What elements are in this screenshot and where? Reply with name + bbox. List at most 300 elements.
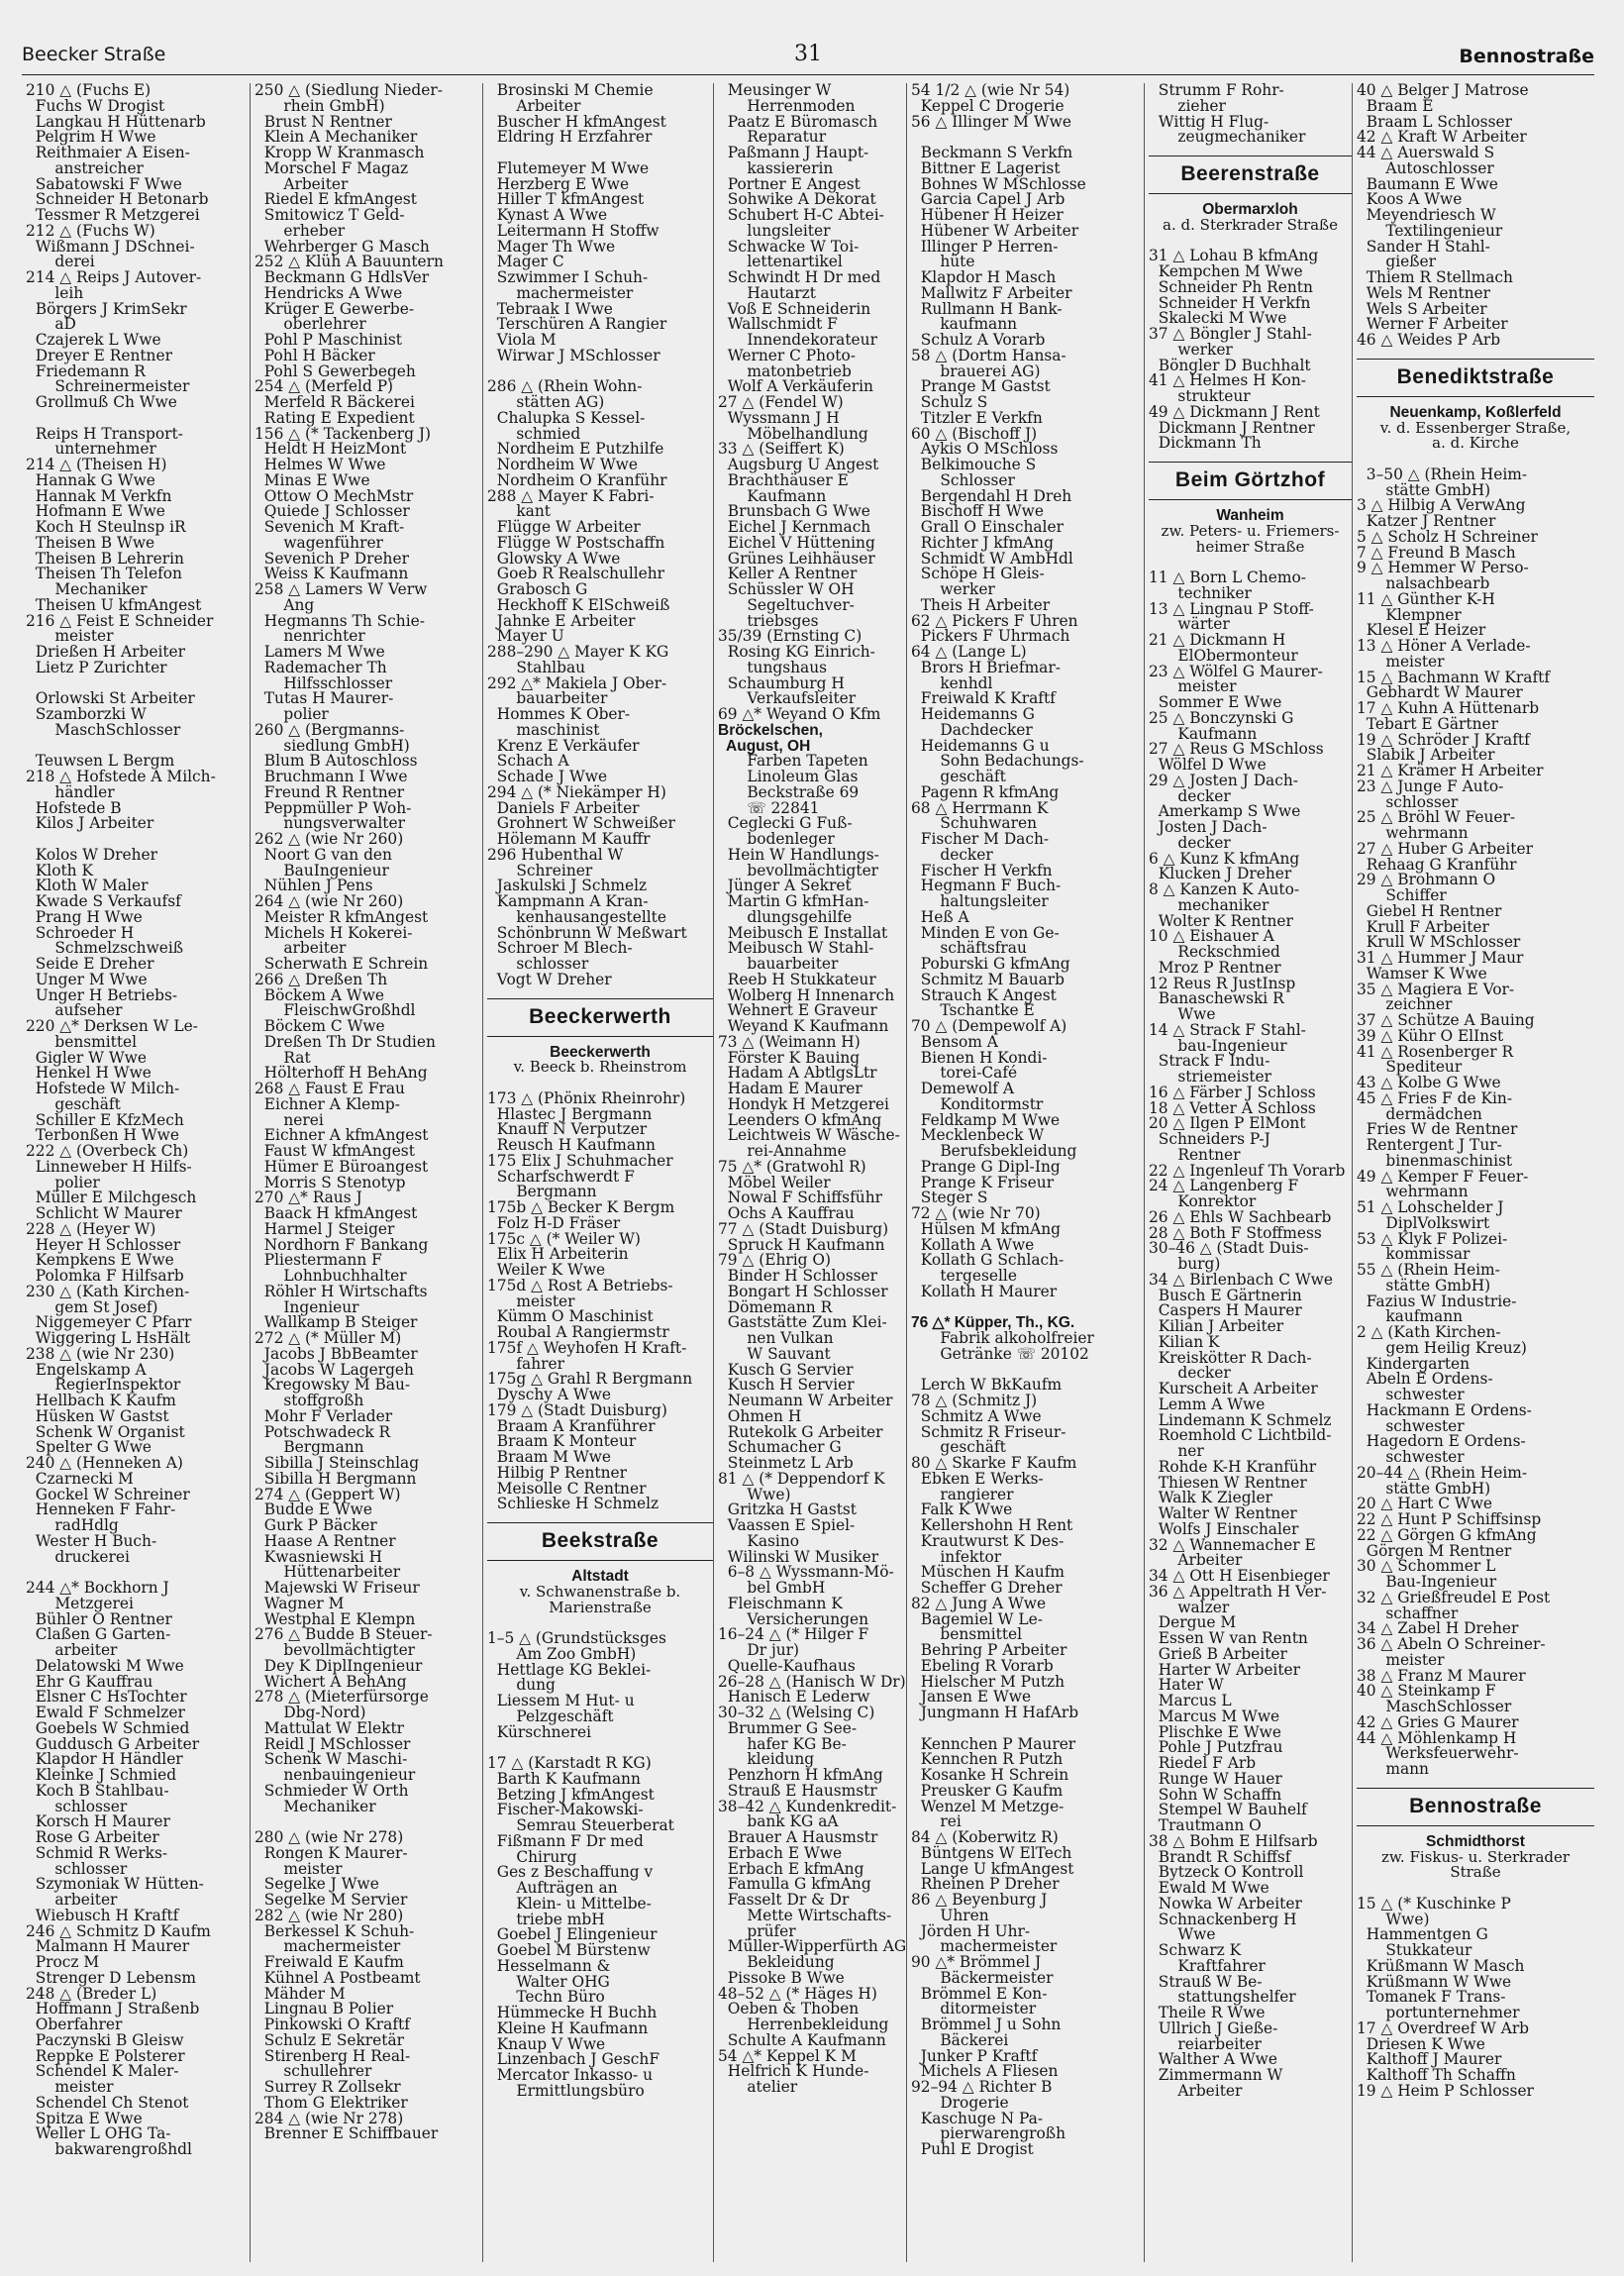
directory-entry: Textilingenieur — [1357, 221, 1503, 240]
directory-entry: zeichner — [1357, 995, 1453, 1014]
directory-entry: Scherwath E Schrein — [254, 955, 429, 973]
directory-entry: machermeister — [254, 1937, 401, 1956]
directory-entry: Glowsky A Wwe — [487, 549, 621, 568]
directory-entry: Linoleum Glas — [718, 768, 859, 785]
directory-entry: Werner C Photo- — [718, 346, 856, 364]
directory-entry: Feldkamp M Wwe — [911, 1110, 1061, 1129]
column-5 — [906, 83, 1144, 2262]
directory-entry: Hommes K Ober- — [487, 705, 631, 723]
directory-entry: stattungshelfer — [1149, 1988, 1296, 2007]
directory-entry: 22 △ Hunt P Schiffsinsp — [1357, 1510, 1542, 1528]
directory-entry: Bohnes W MSchlosse — [911, 174, 1086, 193]
directory-entry: Marcus M Wwe — [1149, 1707, 1280, 1725]
directory-entry: Kellershohn H Rent — [911, 1516, 1073, 1534]
directory-entry: Nordhorn F Bankang — [254, 1235, 429, 1254]
directory-entry: Reusch H Kaufmann — [487, 1136, 656, 1154]
directory-entry: Szymoniak W Hütten- — [26, 1875, 204, 1894]
directory-entry: Budde E Wwe — [254, 1500, 372, 1519]
directory-entry: Leichtweis W Wäsche- — [718, 1126, 900, 1145]
directory-entry: Strauß E Hausmstr — [718, 1781, 877, 1800]
directory-entry: Knaup V Wwe — [487, 2034, 606, 2053]
directory-entry: Schmelzschweiß — [26, 939, 184, 958]
directory-entry: rei — [911, 1812, 962, 1831]
directory-entry: oberlehrer — [254, 315, 366, 334]
directory-entry: Wwe — [1149, 1005, 1216, 1023]
directory-entry: 30–46 △ (Stadt Duis- — [1149, 1239, 1309, 1258]
directory-entry: Scharfschwerdt F — [487, 1167, 635, 1186]
directory-entry: 60 △ (Bischoff J) — [911, 424, 1038, 443]
directory-entry: 27 △ Reus G MSchloss — [1149, 740, 1324, 759]
directory-entry: Böckem C Wwe — [254, 1017, 385, 1035]
directory-entry: Schreiner — [487, 861, 593, 879]
directory-entry: Prange K Friseur — [911, 1173, 1055, 1191]
directory-entry: 64 △ (Lange L) — [911, 643, 1027, 661]
directory-entry: arbeiter — [26, 1641, 118, 1659]
directory-entry: schmied — [487, 424, 581, 443]
directory-entry: Wels S Arbeiter — [1357, 299, 1487, 318]
directory-entry: zieher — [1149, 96, 1226, 115]
directory-entry: Strenger D Lebensm — [26, 1968, 197, 1987]
directory-entry: machermeister — [911, 1937, 1058, 1956]
directory-entry: Brummer G See- — [718, 1718, 858, 1737]
directory-entry: bevollmächtigter — [718, 861, 879, 879]
directory-entry: Stirenberg H Real- — [254, 2046, 411, 2065]
directory-entry: Schlieske H Schmelz — [487, 1495, 660, 1513]
street-heading: Benediktstraße — [1357, 359, 1594, 397]
directory-entry: Kurscheit A Arbeiter — [1149, 1380, 1318, 1397]
directory-entry: 6–8 △ Wyssmann-Mö- — [718, 1563, 894, 1582]
directory-entry: Schöpe H Gleis- — [911, 565, 1045, 583]
directory-entry: Schuhwaren — [911, 814, 1037, 833]
directory-entry: Ewald M Wwe — [1149, 1879, 1269, 1897]
directory-entry: Wels M Rentner — [1357, 283, 1490, 302]
directory-entry: Weyand K Kaufmann — [718, 1017, 889, 1035]
directory-entry: Reithmaier A Eisen- — [26, 144, 190, 161]
directory-entry: Mercator Inkasso- u — [487, 2066, 654, 2084]
directory-entry: Stahlbau — [487, 658, 586, 676]
directory-entry: Uhren — [911, 1906, 989, 1924]
directory-entry: Reckschmied — [1149, 943, 1280, 961]
directory-entry: Spediteur — [1357, 1058, 1463, 1077]
directory-entry: Schwarz K — [1149, 1941, 1242, 1959]
directory-entry: Brosinski M Chemie — [487, 83, 654, 99]
directory-entry: Grabosch G — [487, 580, 588, 598]
directory-entry: strukteur — [1149, 387, 1251, 405]
directory-entry: bodenleger — [718, 830, 835, 848]
directory-entry: 81 △ (* Deppendorf K — [718, 1469, 885, 1488]
directory-entry: Schönbrunn W Meßwart — [487, 923, 687, 942]
directory-entry: Mager Th Wwe — [487, 237, 616, 256]
directory-entry: Daniels F Arbeiter — [487, 798, 640, 817]
directory-entry: Brunsbach G Wwe — [718, 502, 870, 521]
street-extent-note: Marienstraße — [549, 1598, 652, 1616]
directory-entry: Schulte A Kaufmann — [718, 2030, 886, 2049]
district-name: Altstadt — [571, 1568, 629, 1585]
directory-entry: Rademacher Th — [254, 658, 387, 676]
directory-entry: 46 △ Weides P Arb — [1357, 331, 1501, 349]
directory-entry: 42 △ Gries G Maurer — [1357, 1712, 1519, 1731]
directory-entry: Lemm A Wwe — [1149, 1395, 1266, 1413]
directory-entry: Mroz P Rentner — [1149, 958, 1281, 977]
directory-entry: Kusch H Servier — [718, 1376, 855, 1395]
directory-entry: Fasselt Dr & Dr — [718, 1891, 850, 1909]
directory-entry: Banaschewski R — [1149, 989, 1284, 1008]
directory-entry: Hettlage KG Beklei- — [487, 1660, 652, 1679]
directory-entry: 12 Reus R JustInsp — [1149, 974, 1296, 992]
directory-entry: Caspers H Maurer — [1149, 1301, 1302, 1320]
directory-entry: Braam L Schlosser — [1357, 112, 1512, 131]
directory-entry: 278 △ (Mieterfürsorge — [254, 1688, 429, 1707]
directory-entry: Sohwike A Dekorat — [718, 190, 876, 209]
column-7 — [1352, 83, 1594, 2262]
directory-entry: Hannak G Wwe — [26, 470, 155, 489]
directory-entry: Ochs A Kauffrau — [718, 1204, 855, 1222]
directory-entry: Pohl H Bäcker — [254, 346, 375, 364]
directory-entry: Theis H Arbeiter — [911, 595, 1051, 614]
directory-entry: Röhler H Wirtschafts — [254, 1282, 428, 1300]
directory-entry: Schmidt W AmbHdl — [911, 549, 1073, 568]
directory-entry: Kropp W Kranmasch — [254, 144, 425, 161]
directory-entry: Kaufmann — [1149, 724, 1258, 743]
directory-entry: Merfeld R Bäckerei — [254, 393, 415, 411]
directory-entry: Rehaag G Kranführ — [1357, 855, 1517, 874]
directory-entry: Hesselmann & — [487, 1956, 611, 1975]
directory-entry: 15 △ (* Kuschinke P — [1357, 1894, 1511, 1913]
directory-entry: Brandt R Schiffsf — [1149, 1847, 1291, 1866]
directory-entry: Stukkateur — [1357, 1941, 1472, 1959]
directory-entry: Procz M — [26, 1953, 100, 1971]
directory-entry: 27 △ (Fendel W) — [718, 393, 844, 411]
directory-entry: Krüßmann W Wwe — [1357, 1972, 1512, 1991]
directory-entry: Kloth K — [26, 861, 93, 879]
directory-entry: 250 △ (Siedlung Nieder- — [254, 83, 443, 99]
directory-entry: Folz H-D Fräser — [487, 1213, 621, 1232]
directory-entry: Hautarzt — [718, 283, 816, 302]
directory-entry: Friedemann R — [26, 362, 146, 380]
directory-entry: Wwe — [1149, 1925, 1216, 1944]
directory-entry: Kilian J Arbeiter — [1149, 1317, 1284, 1335]
directory-entry: 43 △ Kolbe G Wwe — [1357, 1074, 1501, 1091]
directory-entry: Bäckermeister — [911, 1968, 1054, 1987]
directory-entry: 173 △ (Phönix Rheinrohr) — [487, 1088, 686, 1107]
page-number: 31 — [794, 42, 822, 66]
directory-entry: Strumm F Rohr- — [1149, 83, 1284, 99]
directory-entry: Goebel M Bürstenw — [487, 1941, 651, 1959]
directory-entry: Augsburg U Angest — [718, 456, 879, 473]
directory-entry: Hübener W Arbeiter — [911, 221, 1079, 240]
directory-entry: 266 △ Dreßen Th — [254, 970, 388, 988]
directory-entry: Pliestermann F — [254, 1251, 382, 1270]
directory-entry: Tomanek F Trans- — [1357, 1988, 1506, 2007]
directory-entry: MaschSchlosser — [26, 720, 181, 739]
directory-entry: Ehr G Kauffrau — [26, 1672, 153, 1691]
directory-entry: pierwarengroßh — [911, 2124, 1066, 2143]
directory-entry: Hübener H Heizer — [911, 206, 1064, 224]
directory-entry: Klein A Mechaniker — [254, 128, 418, 147]
directory-entry: 56 △ Illinger M Wwe — [911, 112, 1071, 131]
directory-entry: 26 △ Ehls W Sachbearb — [1149, 1207, 1332, 1226]
directory-entry: Kwade S Verkaufsf — [26, 892, 181, 910]
directory-entry: Henneken F Fahr- — [26, 1500, 176, 1519]
directory-entry: Unger H Betriebs- — [26, 985, 178, 1004]
directory-entry: Claßen G Garten- — [26, 1625, 171, 1644]
directory-entry: mann — [1357, 1760, 1429, 1778]
directory-entry: Heß A — [911, 907, 969, 926]
directory-entry: Sohn W Schaffn — [1149, 1785, 1282, 1804]
directory-entry: schullehrer — [254, 2062, 372, 2081]
directory-entry: 16 △ Färber J Schloss — [1149, 1083, 1316, 1101]
directory-entry: Jacobs W Lagergeh — [254, 1360, 414, 1379]
directory-entry: Heldt H HeizMont — [254, 440, 407, 459]
directory-entry: Hielscher M Putzh — [911, 1672, 1066, 1691]
directory-entry: burg) — [1149, 1255, 1221, 1273]
directory-entry: Kollath H Maurer — [911, 1282, 1058, 1300]
directory-entry: Brömmel E Kon- — [911, 1984, 1048, 2003]
directory-entry: triebsges — [718, 611, 819, 630]
directory-entry: Hölterhoff H BehAng — [254, 1064, 428, 1083]
directory-entry: 228 △ (Heyer W) — [26, 1219, 156, 1238]
directory-entry: Berufsbekleidung — [911, 1142, 1077, 1160]
directory-entry: Theisen U kfmAngest — [26, 595, 202, 614]
directory-entry: polier — [26, 1173, 100, 1191]
directory-entry: Börgers J KrimSekr — [26, 299, 187, 318]
directory-entry: 25 △ Bonczynski G — [1149, 708, 1294, 727]
directory-entry: Hilfsschlosser — [254, 673, 393, 692]
directory-entry: arbeiter — [254, 939, 347, 958]
directory-entry: Schüssler W OH — [718, 580, 855, 598]
directory-entry: 2 △ (Kath Kirchen- — [1357, 1323, 1501, 1341]
directory-entry: tergeselle — [911, 1267, 1017, 1285]
directory-entry: Sevenich P Dreher — [254, 549, 409, 568]
directory-entry: Heidemanns G — [911, 705, 1035, 723]
directory-entry: Flügge W Postschaffn — [487, 533, 665, 552]
directory-entry: Ges z Beschaffung v — [487, 1863, 654, 1882]
directory-entry: portunternehmer — [1357, 2004, 1520, 2021]
directory-entry: 248 △ (Breder L) — [26, 1984, 157, 2003]
district-name: Schmidthorst — [1426, 1832, 1525, 1850]
directory-entry: 55 △ (Rhein Heim- — [1357, 1261, 1500, 1279]
directory-entry: Tschantke E — [911, 1001, 1035, 1020]
directory-entry: Reidl J MSchlosser — [254, 1734, 411, 1753]
directory-entry: 11 △ Günther K-H — [1357, 589, 1495, 608]
directory-entry: binenmaschinist — [1357, 1151, 1513, 1170]
directory-entry: Hegmanns Th Schie- — [254, 611, 425, 630]
directory-entry: Helfrich K Hunde- — [718, 2062, 869, 2081]
directory-entry: Quiede J Schlosser — [254, 502, 410, 521]
directory-entry: Strauß W Be- — [1149, 1972, 1263, 1991]
directory-entry: Aykis O MSchloss — [911, 440, 1059, 459]
directory-entry: 21 △ Dickmann H — [1149, 631, 1286, 649]
directory-entry: Wyssmann J H — [718, 408, 840, 427]
directory-entry: Wolf A Verkäuferin — [718, 377, 873, 396]
directory-entry: 16–24 △ (* Hilger F — [718, 1625, 869, 1644]
directory-entry: Hofmann E Wwe — [26, 502, 165, 521]
directory-entry: schäftsfrau — [911, 939, 1027, 958]
directory-entry: Hanisch E Lederw — [718, 1688, 870, 1707]
directory-entry: Nordheim E Putzhilfe — [487, 440, 664, 459]
directory-entry: Grohnert W Schweißer — [487, 814, 675, 833]
directory-entry: Bittner E Lagerist — [911, 158, 1061, 177]
directory-entry: Roubal A Rangiermstr — [487, 1323, 669, 1341]
directory-entry: 1–5 △ (Grundstücksges — [487, 1629, 666, 1647]
business-entry: August, OH — [718, 737, 811, 755]
directory-entry: Riedel E kfmAngest — [254, 190, 417, 209]
directory-entry: 54 1/2 △ (wie Nr 54) — [911, 83, 1070, 99]
directory-entry: Orlowski St Arbeiter — [26, 689, 195, 708]
directory-entry: Baack H kfmAngest — [254, 1204, 418, 1222]
directory-entry: Müller E Milchgesch — [26, 1189, 197, 1207]
directory-entry: Brachthäuser E — [718, 470, 849, 489]
directory-entry: kenhausangestellte — [487, 907, 666, 926]
directory-entry: Arbeiter — [254, 174, 349, 193]
directory-entry: Falk K Wwe — [911, 1500, 1013, 1519]
directory-entry: bensmittel — [26, 1032, 138, 1051]
directory-entry: Reeb H Stukkateur — [718, 970, 876, 988]
directory-entry: Potschwadeck R — [254, 1422, 391, 1441]
directory-entry: Schach A — [487, 752, 569, 771]
directory-entry: 238 △ (wie Nr 230) — [26, 1344, 175, 1363]
directory-entry: Demewolf A — [911, 1080, 1014, 1097]
directory-entry: Langkau H Hüttenarb — [26, 112, 206, 131]
directory-entry: machermeister — [487, 283, 634, 302]
directory-entry: Preusker G Kaufm — [911, 1781, 1064, 1800]
directory-entry: Henkel H Wwe — [26, 1064, 152, 1083]
directory-entry: Hackmann E Ordens- — [1357, 1400, 1532, 1419]
directory-entry: Werksfeuerwehr- — [1357, 1744, 1519, 1763]
directory-entry: Ermittlungsbüro — [487, 2081, 645, 2100]
directory-entry: Beckmann G HdlsVer — [254, 268, 430, 286]
directory-entry: Fleischmann K — [718, 1594, 843, 1612]
directory-entry: 13 △ Höner A Verlade- — [1357, 637, 1531, 655]
directory-entry: 288 △ Mayer K Fabri- — [487, 486, 655, 505]
directory-entry: Brors H Briefmar- — [911, 658, 1061, 676]
directory-entry: 23 △ Junge F Auto- — [1357, 776, 1504, 795]
directory-entry: Hadam A AbtlgsLtr — [718, 1064, 877, 1083]
directory-entry: Quelle-Kaufhaus — [718, 1656, 856, 1675]
directory-entry: hüte — [911, 253, 975, 271]
street-extent-note: v. d. Essenberger Straße, — [1379, 418, 1572, 437]
directory-entry: Arbeiter — [1149, 2081, 1243, 2100]
directory-entry: mechaniker — [1149, 895, 1269, 914]
directory-entry: 36 △ Appeltrath H Ver- — [1149, 1582, 1327, 1601]
directory-entry: 18 △ Vetter A Schloss — [1149, 1098, 1316, 1117]
directory-entry: 294 △ (* Niekämper H) — [487, 782, 666, 801]
directory-entry: Büntgens W ElTech — [911, 1843, 1072, 1862]
directory-entry: Vaassen E Spiel- — [718, 1516, 856, 1534]
directory-entry: Heyer H Schlosser — [26, 1235, 181, 1254]
directory-entry: Lindemann K Schmelz — [1149, 1410, 1332, 1429]
street-extent-note: zw. Fiskus- u. Sterkrader — [1380, 1847, 1571, 1866]
directory-entry: 38 △ Bohm E Hilfsarb — [1149, 1831, 1318, 1850]
directory-entry: Wichert A BehAng — [254, 1672, 407, 1691]
directory-entry: Roemhold C Lichtbild- — [1149, 1426, 1332, 1445]
directory-entry: Verkaufsleiter — [718, 689, 857, 708]
directory-entry: ElObermonteur — [1149, 646, 1298, 665]
directory-entry: radHdlg — [26, 1516, 119, 1534]
directory-entry: schlosser — [1357, 792, 1459, 811]
directory-entry: 79 △ (Ehrig O) — [718, 1251, 832, 1270]
directory-entry: 11 △ Born L Chemo- — [1149, 569, 1306, 586]
directory-entry: Rutekolk G Arbeiter — [718, 1422, 883, 1441]
directory-entry: Meyendriesch W — [1357, 206, 1496, 224]
directory-entry: ner — [1149, 1442, 1204, 1460]
directory-entry: Müller-Wipperfürth AG — [718, 1937, 906, 1956]
directory-entry: 86 △ Beyenburg J — [911, 1891, 1048, 1909]
directory-entry: Schubert H-C Abtei- — [718, 206, 884, 224]
directory-entry: Klesel E Heizer — [1357, 621, 1486, 640]
directory-entry: rei-Annahme — [718, 1142, 847, 1160]
directory-entry: Dickmann Th — [1149, 434, 1262, 453]
directory-entry: Elsner C HsTochter — [26, 1688, 187, 1707]
directory-entry: Wehnert E Graveur — [718, 1001, 877, 1020]
directory-entry: 38 △ Franz M Maurer — [1357, 1666, 1526, 1685]
directory-entry: Rentner — [1149, 1145, 1241, 1164]
directory-entry: 49 △ Dickmann J Rent — [1149, 402, 1320, 421]
directory-entry: geschäft — [911, 1438, 1006, 1457]
directory-entry: Plischke E Wwe — [1149, 1722, 1281, 1741]
directory-entry: RegierInspektor — [26, 1376, 181, 1395]
district-name: Obermarxloh — [1202, 201, 1298, 218]
directory-entry: kenhdl — [911, 673, 993, 692]
directory-entry: wehrmann — [1357, 1183, 1469, 1201]
directory-entry: bensmittel — [911, 1625, 1023, 1644]
directory-entry: 17 △ Overdreef W Arb — [1357, 2018, 1530, 2037]
directory-entry: Segelke M Servier — [254, 1891, 408, 1909]
directory-entry: Mechaniker — [26, 580, 148, 598]
directory-entry: dermädchen — [1357, 1104, 1482, 1123]
directory-entry: brauerei AG) — [911, 362, 1041, 380]
directory-entry: Kalthoff Th Schaffn — [1357, 2066, 1516, 2084]
directory-entry: Segelke J Wwe — [254, 1875, 379, 1894]
directory-entry: stoffgroßh — [254, 1392, 364, 1409]
directory-entry: werker — [1149, 340, 1233, 359]
directory-entry: BauIngenieur — [254, 861, 389, 879]
directory-entry: Hegmann F Buch- — [911, 877, 1062, 895]
street-heading: Bennostraße — [1357, 1788, 1594, 1826]
directory-entry: Meisolle C Rentner — [487, 1479, 647, 1498]
directory-entry: 22 △ Görgen G kfmAng — [1357, 1525, 1537, 1544]
directory-entry: 20 △ Ilgen P ElMont — [1149, 1114, 1306, 1133]
directory-entry: Freiwald K Kraftf — [911, 689, 1056, 708]
directory-entry: 68 △ Herrmann K — [911, 798, 1049, 817]
directory-entry: Rose G Arbeiter — [26, 1828, 159, 1846]
directory-entry: Riedel F Arb — [1149, 1754, 1257, 1772]
directory-entry: Müschen H Kaufm — [911, 1563, 1065, 1582]
directory-entry: 286 △ (Rhein Wohn- — [487, 377, 643, 396]
directory-entry: Ebken E Werks- — [911, 1469, 1044, 1488]
directory-entry: 37 △ Schütze A Bauing — [1357, 1011, 1535, 1029]
directory-entry: Tebart E Gärtner — [1357, 714, 1498, 733]
directory-entry: 34 △ Birlenbach C Wwe — [1149, 1270, 1333, 1289]
directory-entry: Möbel Weiler — [718, 1173, 831, 1191]
directory-entry: Buscher H kfmAngest — [487, 112, 666, 131]
directory-entry: Paßmann J Haupt- — [718, 144, 869, 161]
directory-entry: Klapdor H Masch — [911, 268, 1057, 286]
directory-entry: Nordheim O Kranführ — [487, 470, 667, 489]
directory-entry: Reppke E Polsterer — [26, 2046, 185, 2065]
directory-entry: Goebels W Schmied — [26, 1718, 190, 1737]
directory-entry: werker — [911, 580, 995, 598]
directory-entry: Hiller T kfmAngest — [487, 190, 645, 209]
directory-entry: Hölemann M Kauffr — [487, 830, 651, 848]
directory-entry: Oeben & Thoben — [718, 2000, 860, 2018]
directory-entry: Gebhardt W Maurer — [1357, 683, 1523, 702]
directory-entry: Schmid R Werks- — [26, 1843, 168, 1862]
directory-entry: Nowka W Arbeiter — [1149, 1894, 1302, 1913]
directory-entry: Schmieder W Orth — [254, 1781, 409, 1800]
directory-entry: 212 △ (Fuchs W) — [26, 221, 155, 240]
directory-entry: Hofstede B — [26, 798, 122, 817]
